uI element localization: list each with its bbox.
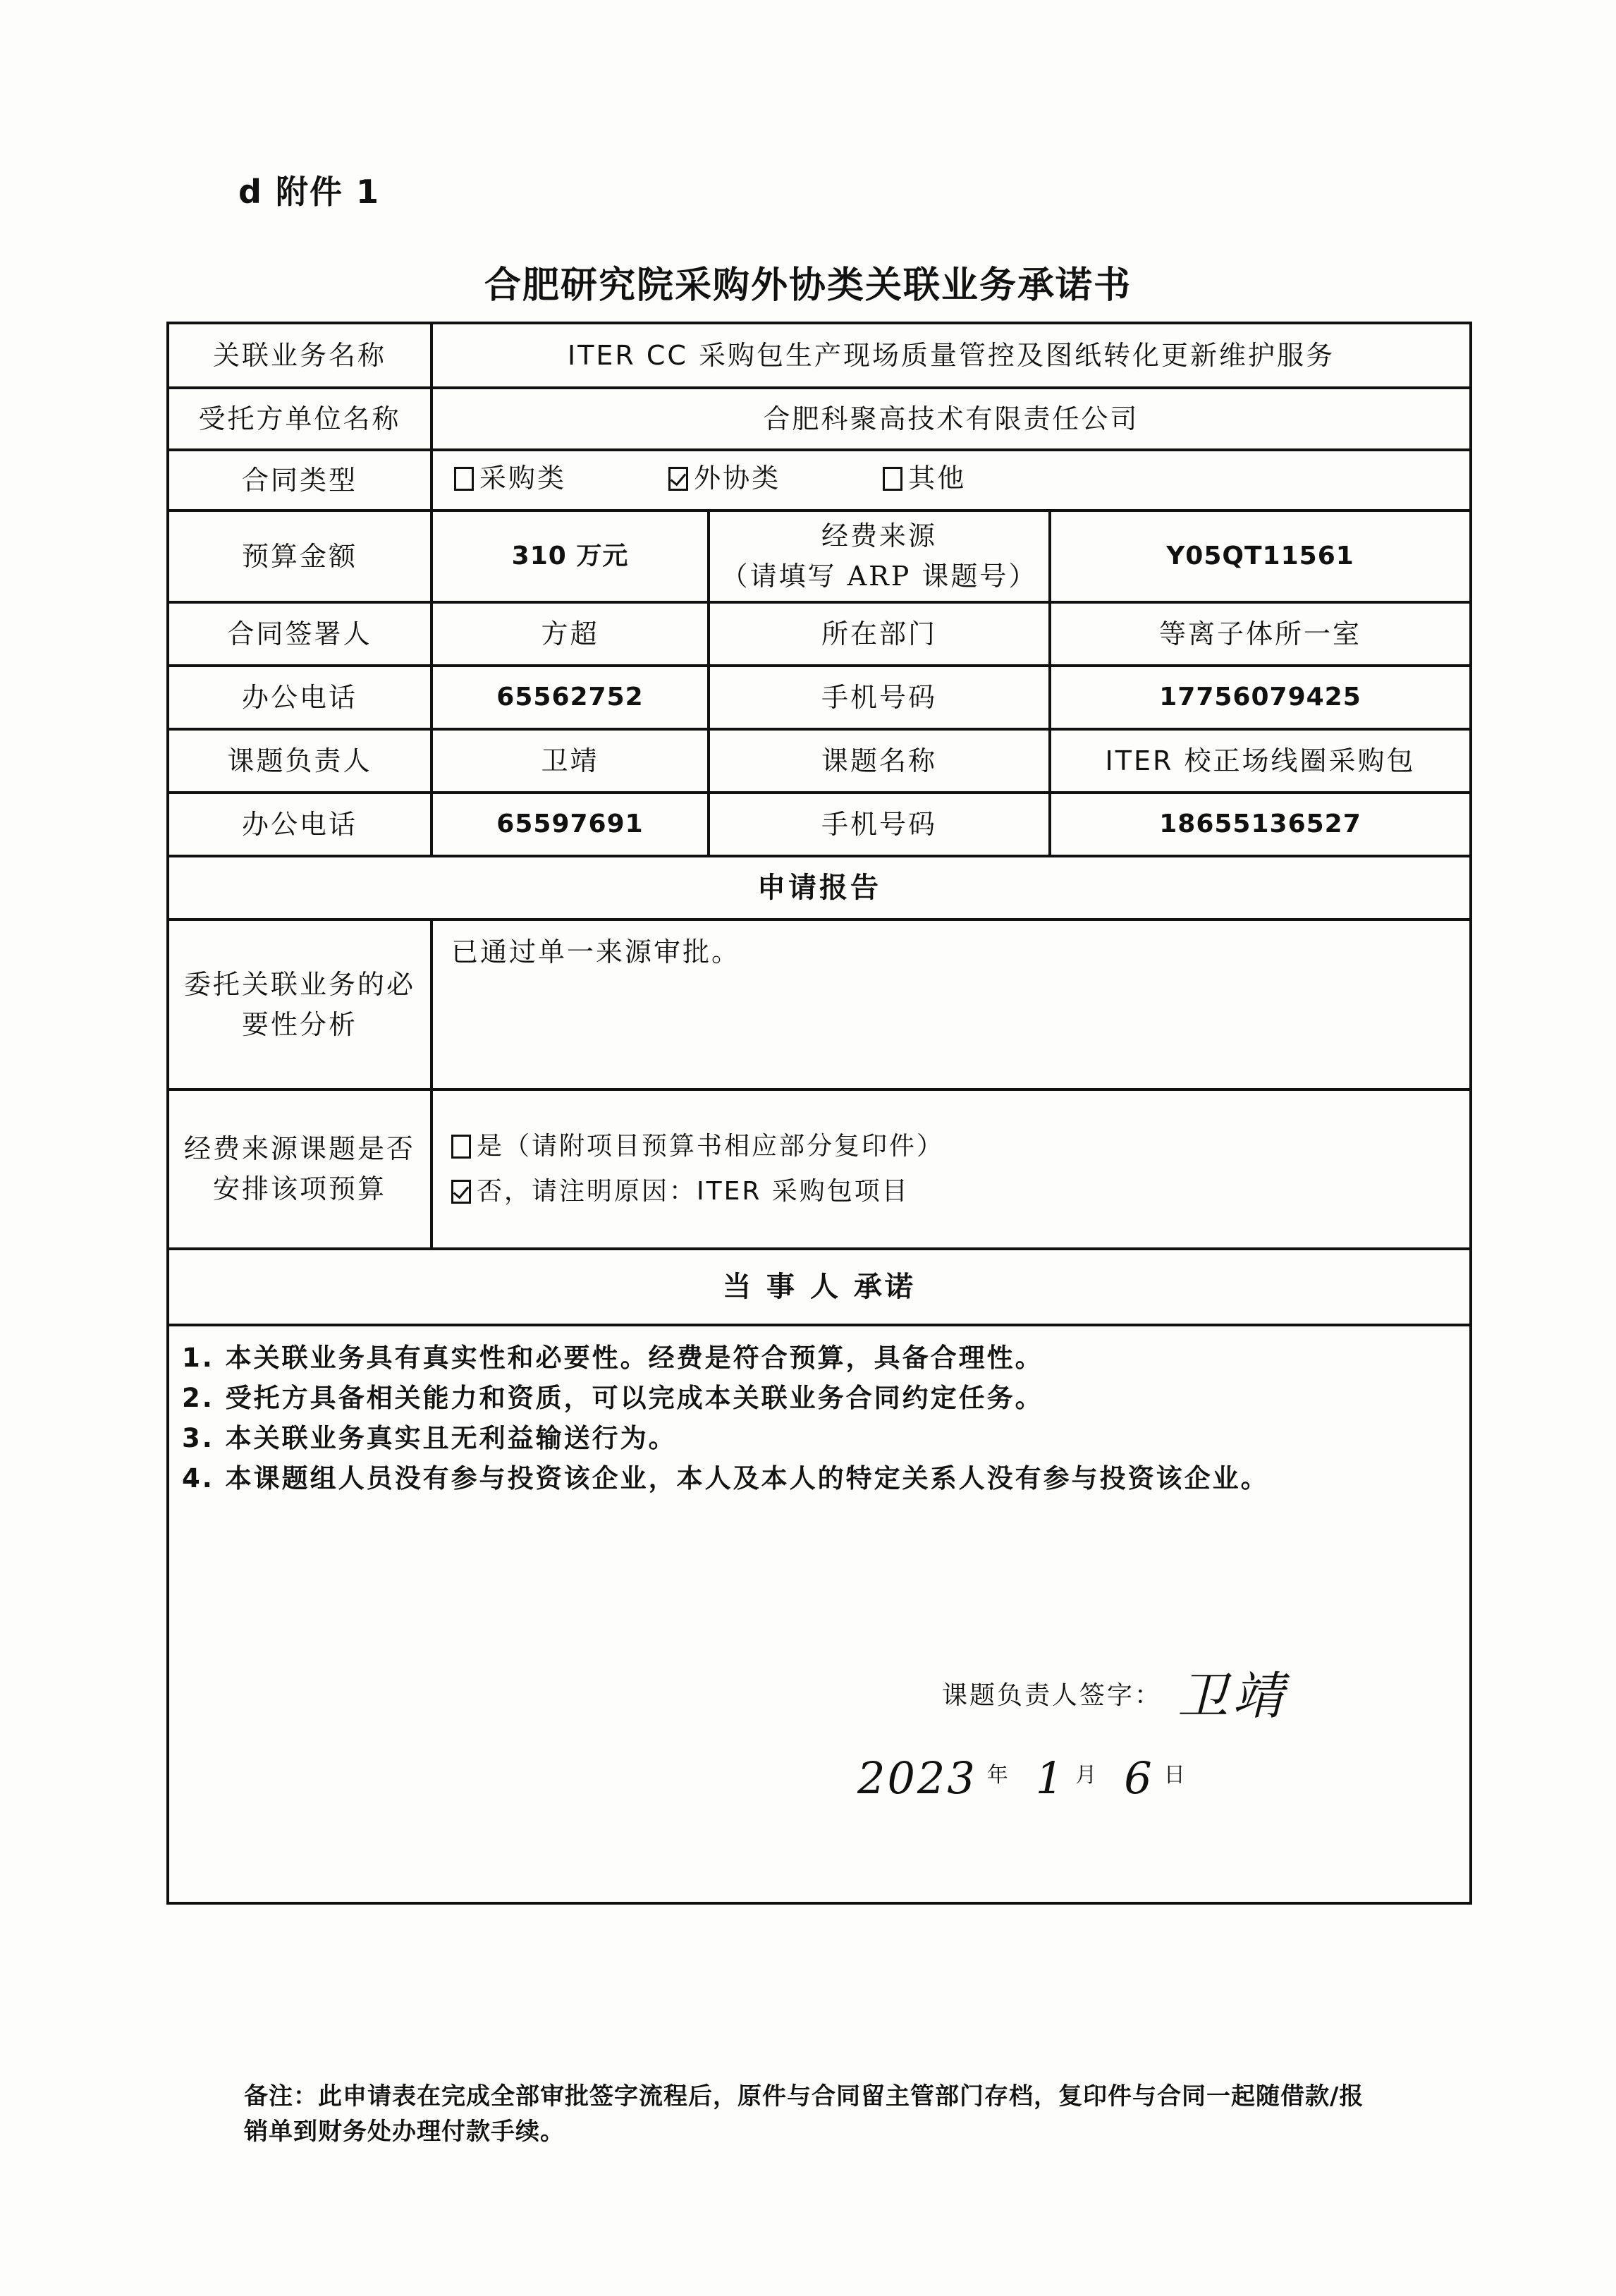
project-lead-value: 卫靖 bbox=[431, 729, 709, 793]
business-name-value: ITER CC 采购包生产现场质量管控及图纸转化更新维护服务 bbox=[431, 323, 1471, 388]
trustee-label: 受托方单位名称 bbox=[168, 388, 431, 450]
commitment-body bbox=[168, 1325, 1471, 1903]
necessity-value: 已通过单一来源审批。 bbox=[431, 920, 1471, 1089]
row-necessity bbox=[168, 920, 1471, 1089]
option-other[interactable] bbox=[883, 458, 966, 499]
checkbox-purchase[interactable] bbox=[454, 467, 474, 491]
budget-option-yes-label: 是（请附项目预算书相应部分复印件） bbox=[477, 1132, 945, 1161]
row-application-heading bbox=[168, 856, 1471, 920]
date-month: 1 bbox=[1035, 1752, 1066, 1804]
signer-mobile-value: 17756079425 bbox=[1050, 666, 1471, 729]
project-name-value: ITER 校正场线圈采购包 bbox=[1050, 729, 1471, 793]
row-budget-question bbox=[168, 1089, 1471, 1249]
contract-type-options bbox=[431, 450, 1471, 511]
date-year: 2023 bbox=[857, 1752, 977, 1804]
footnote: 备注：此申请表在完成全部审批签字流程后，原件与合同留主管部门存档，复印件与合同一起随借款/报销单到财务处办理付款手续。 bbox=[244, 2082, 1364, 2146]
lead-mobile-label: 手机号码 bbox=[709, 793, 1050, 856]
signature-block bbox=[942, 1658, 1287, 1734]
option-purchase[interactable] bbox=[454, 458, 566, 499]
row-contract-type bbox=[168, 450, 1471, 511]
row-project-lead bbox=[168, 729, 1471, 793]
budget-question-label: 经费来源课题是否安排该项预算 bbox=[168, 1089, 431, 1249]
commitment-item: 4. 本课题组人员没有参与投资该企业，本人及本人的特定关系人没有参与投资该企业。 bbox=[182, 1463, 1269, 1494]
row-signer bbox=[168, 602, 1471, 666]
lead-office-phone-value: 65597691 bbox=[431, 793, 709, 856]
commitment-heading: 当 事 人 承诺 bbox=[168, 1249, 1471, 1325]
project-lead-label: 课题负责人 bbox=[168, 729, 431, 793]
handwritten-signature: 卫靖 bbox=[1177, 1666, 1288, 1726]
signer-mobile-label: 手机号码 bbox=[709, 666, 1050, 729]
dept-value: 等离子体所一室 bbox=[1050, 602, 1471, 666]
row-commitment-heading bbox=[168, 1249, 1471, 1325]
business-name-label: 关联业务名称 bbox=[168, 323, 431, 388]
row-business-name bbox=[168, 323, 1471, 388]
trustee-value: 合肥科聚高技术有限责任公司 bbox=[431, 388, 1471, 450]
row-commitment-body bbox=[168, 1325, 1471, 1903]
budget-value: 310 万元 bbox=[431, 511, 709, 602]
checkbox-budget-no[interactable] bbox=[451, 1180, 471, 1204]
row-budget bbox=[168, 511, 1471, 602]
document-title: 合肥研究院采购外协类关联业务承诺书 bbox=[484, 264, 1132, 307]
attachment-label: d 附件 1 bbox=[238, 173, 380, 211]
row-signer-phone bbox=[168, 666, 1471, 729]
option-other-label: 其他 bbox=[908, 463, 967, 494]
signer-value: 方超 bbox=[431, 602, 709, 666]
date-month-unit: 月 bbox=[1075, 1763, 1099, 1788]
commitment-item: 3. 本关联业务真实且无利益输送行为。 bbox=[182, 1423, 677, 1453]
option-outsourcing[interactable] bbox=[668, 458, 781, 499]
commitment-form-table bbox=[166, 322, 1472, 1905]
budget-option-yes[interactable] bbox=[451, 1128, 1464, 1166]
signer-office-phone-value: 65562752 bbox=[431, 666, 709, 729]
signer-label: 合同签署人 bbox=[168, 602, 431, 666]
budget-question-options bbox=[431, 1089, 1471, 1249]
row-trustee bbox=[168, 388, 1471, 450]
necessity-label: 委托关联业务的必要性分析 bbox=[168, 920, 431, 1089]
checkbox-outsourcing[interactable] bbox=[668, 467, 688, 491]
lead-office-phone-label: 办公电话 bbox=[168, 793, 431, 856]
budget-label: 预算金额 bbox=[168, 511, 431, 602]
option-outsourcing-label: 外协类 bbox=[694, 463, 781, 494]
checkbox-budget-yes[interactable] bbox=[451, 1135, 471, 1159]
application-report-heading: 申请报告 bbox=[168, 856, 1471, 920]
fund-source-label bbox=[709, 511, 1050, 602]
checkbox-other[interactable] bbox=[883, 467, 902, 491]
dept-label: 所在部门 bbox=[709, 602, 1050, 666]
budget-option-no-label: 否，请注明原因：ITER 采购包项目 bbox=[477, 1177, 910, 1206]
commitment-item: 1. 本关联业务具有真实性和必要性。经费是符合预算，具备合理性。 bbox=[182, 1343, 1043, 1373]
lead-mobile-value: 18655136527 bbox=[1050, 793, 1471, 856]
date-day: 6 bbox=[1124, 1752, 1154, 1804]
signer-office-phone-label: 办公电话 bbox=[168, 666, 431, 729]
row-lead-phone bbox=[168, 793, 1471, 856]
signature-label: 课题负责人签字： bbox=[942, 1681, 1163, 1710]
signature-date bbox=[857, 1745, 1213, 1811]
fund-source-label-line2: （请填写 ARP 课题号） bbox=[721, 561, 1038, 592]
budget-option-no[interactable] bbox=[451, 1173, 1464, 1211]
fund-source-value: Y05QT11561 bbox=[1050, 511, 1471, 602]
date-year-unit: 年 bbox=[986, 1763, 1010, 1788]
fund-source-label-line1: 经费来源 bbox=[821, 520, 937, 551]
contract-type-label: 合同类型 bbox=[168, 450, 431, 511]
option-purchase-label: 采购类 bbox=[479, 463, 567, 494]
project-name-label: 课题名称 bbox=[709, 729, 1050, 793]
commitment-item: 2. 受托方具备相关能力和资质，可以完成本关联业务合同约定任务。 bbox=[182, 1383, 1043, 1413]
date-day-unit: 日 bbox=[1163, 1763, 1187, 1788]
